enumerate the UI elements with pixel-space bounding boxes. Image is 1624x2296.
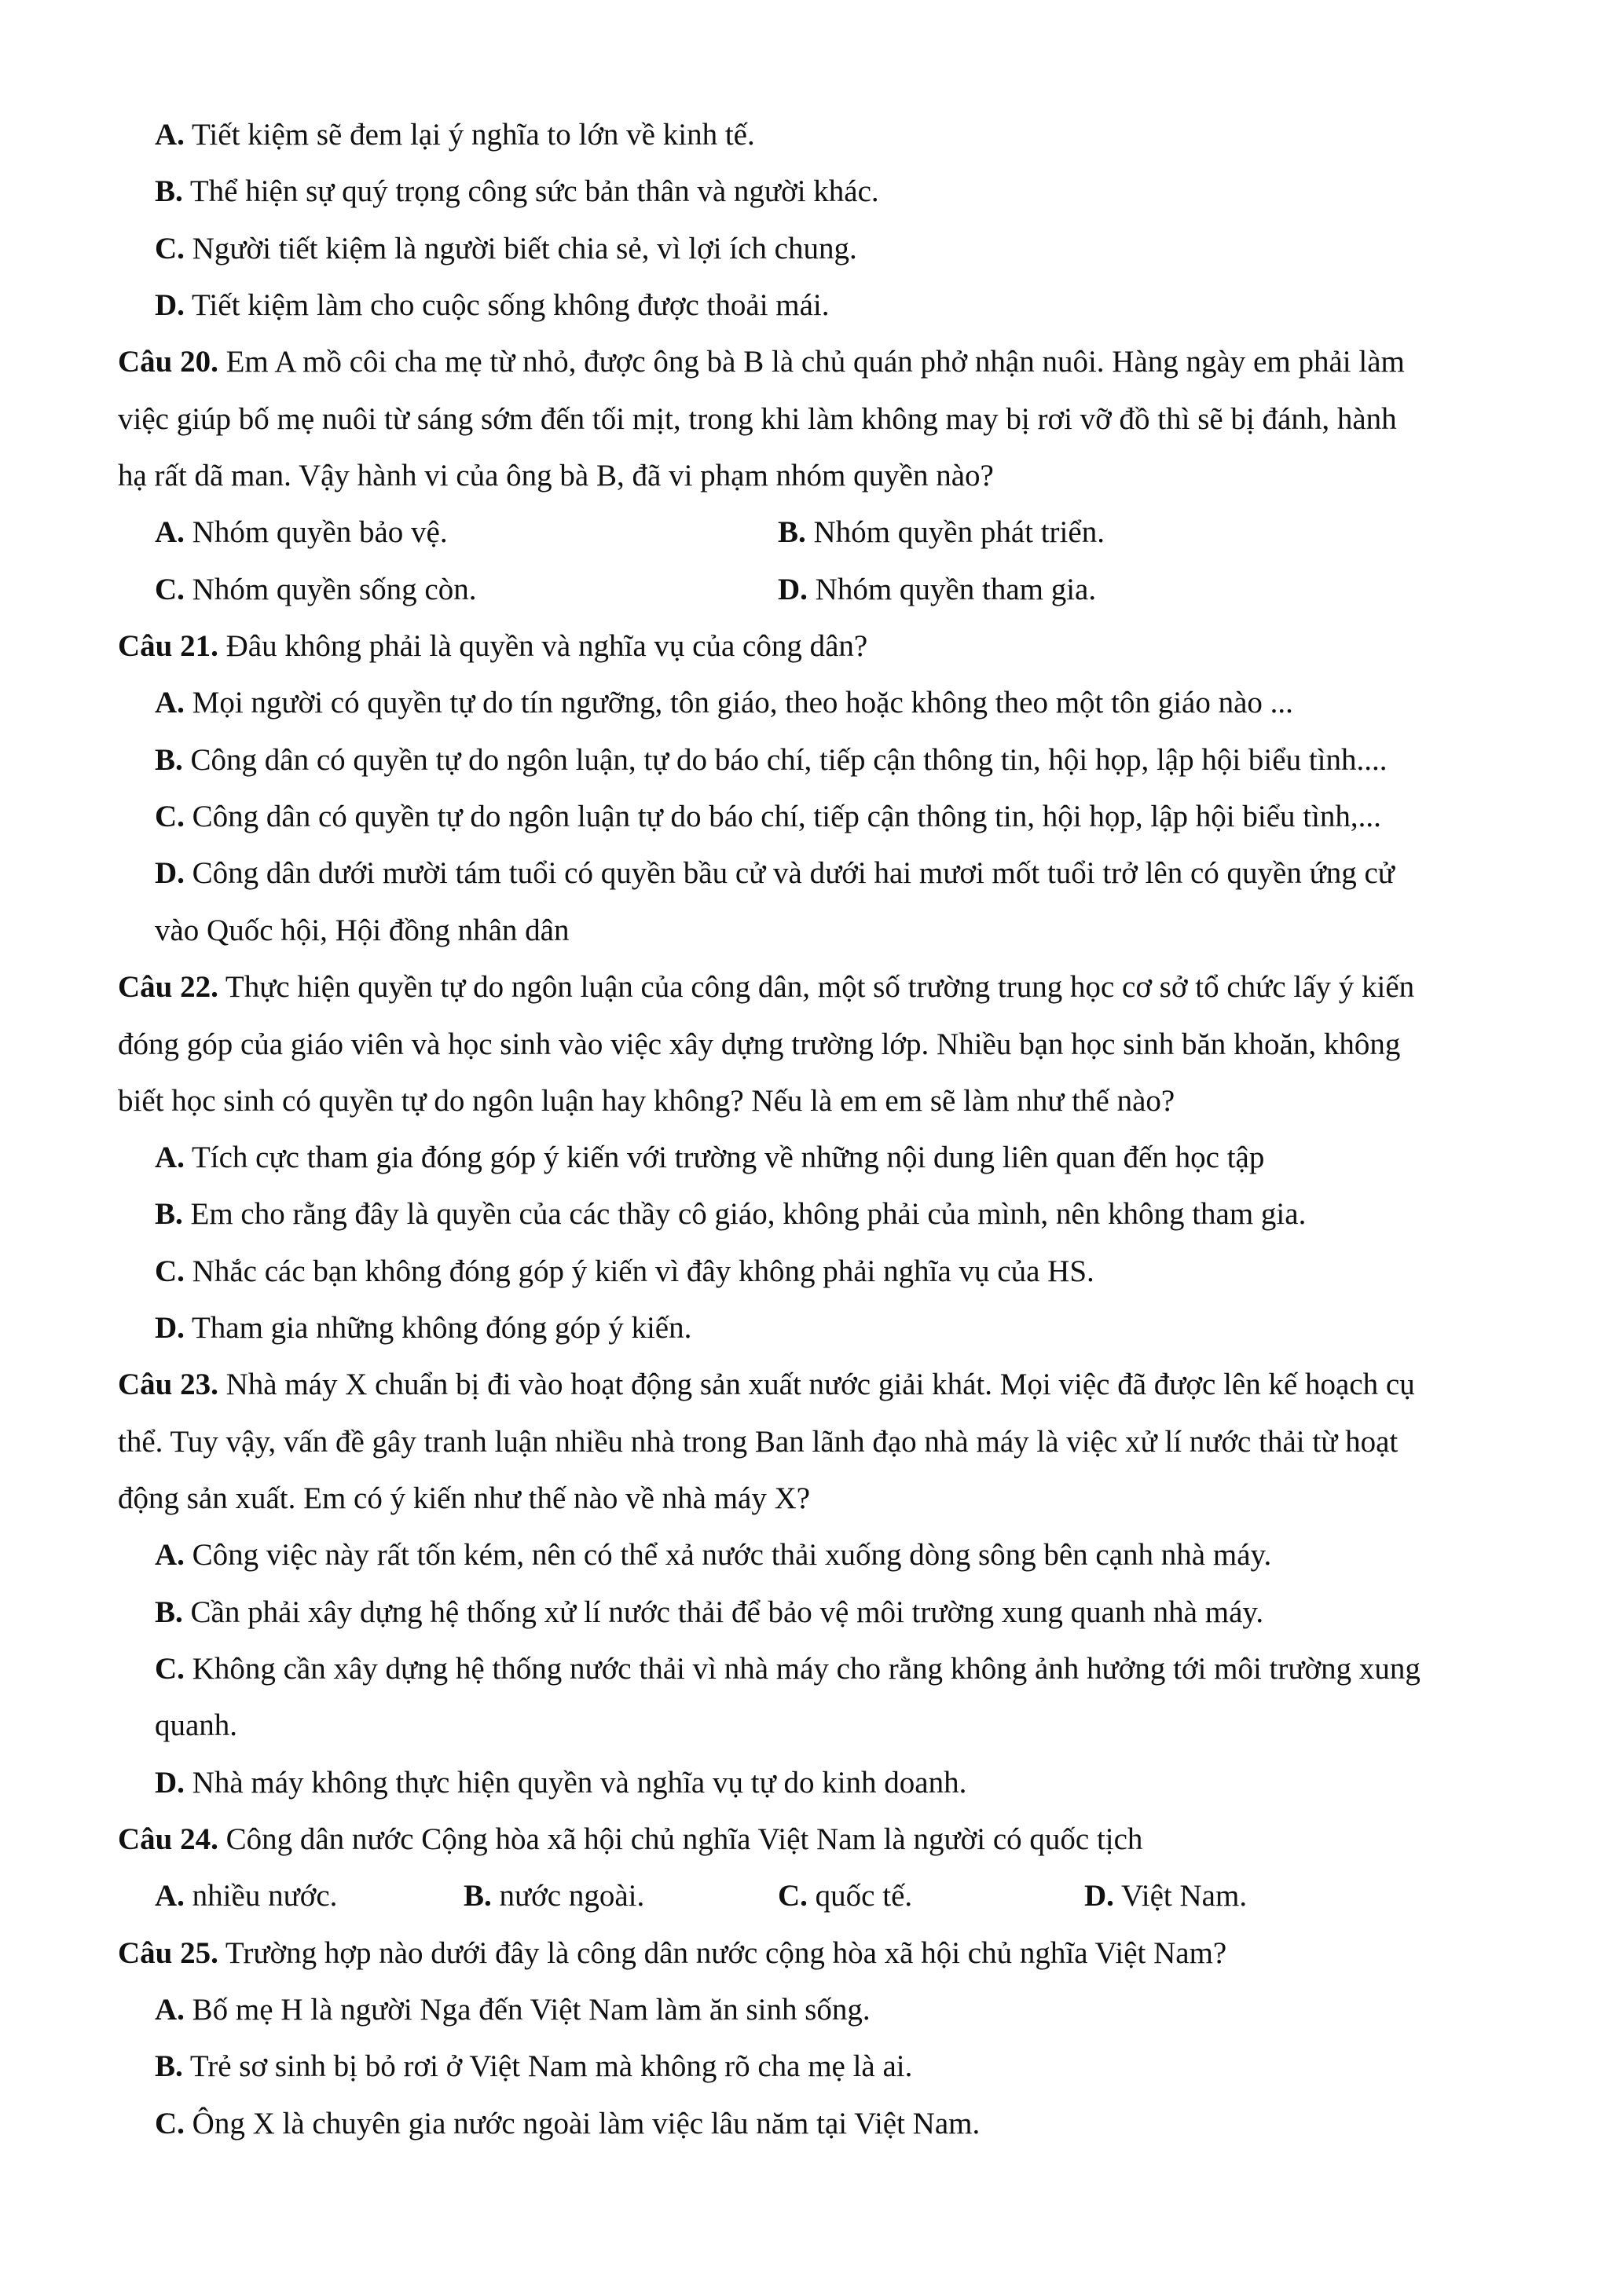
option-label: D. [1084, 1879, 1114, 1913]
question-label: Câu 21. [118, 629, 218, 663]
option-text: Trẻ sơ sinh bị bỏ rơi ở Việt Nam mà không rõ cha mẹ là ai. [189, 2049, 913, 2083]
option-text: Bố mẹ H là người Nga đến Việt Nam làm ăn sinh sống. [192, 1993, 871, 2027]
option-text: Nhà máy không thực hiện quyền và nghĩa vụ tự do kinh doanh. [192, 1766, 967, 1800]
question-text: Trường hợp nào dưới đây là công dân nước cộng hòa xã hội chủ nghĩa Việt Nam? [225, 1936, 1227, 1970]
question-label: Câu 22. [118, 970, 218, 1004]
q20-option-c [155, 571, 476, 609]
option-text: Tham gia những không đóng góp ý kiến. [191, 1311, 692, 1345]
q23-option-b [155, 1594, 1263, 1631]
q22-option-c [155, 1253, 1094, 1291]
option-text: Tiết kiệm làm cho cuộc sống không được thoải mái. [191, 288, 830, 322]
option-text: Em cho rằng đây là quyền của các thầy cô giáo, không phải của mình, nên không tham gia. [190, 1197, 1307, 1231]
q25-option-a [155, 1991, 871, 2029]
q23-stem-line-1 [118, 1366, 1415, 1404]
option-label: D. [155, 856, 185, 890]
option-text: Nhắc các bạn không đóng góp ý kiến vì đây không phải nghĩa vụ của HS. [192, 1254, 1094, 1288]
q22-stem-line-1 [118, 969, 1414, 1006]
option-label: B. [464, 1879, 492, 1913]
option-text: Công dân dưới mười tám tuổi có quyền bầu cử và dưới hai mươi mốt tuổi trở lên có quyền ứng cử [192, 856, 1395, 890]
q19-option-d [155, 287, 830, 324]
option-text: Nhóm quyền tham gia. [815, 573, 1097, 606]
option-text: Thể hiện sự quý trọng công sức bản thân và người khác. [189, 174, 879, 208]
option-label: C. [155, 800, 185, 833]
option-label: B. [155, 2049, 183, 2083]
q21-option-a [155, 684, 1293, 722]
option-text: Nhóm quyền phát triển. [813, 515, 1105, 549]
question-text: Thực hiện quyền tự do ngôn luận của công dân, một số trường trung học cơ sở tổ chức lấy ý kiến [225, 970, 1415, 1004]
q21-option-c [155, 798, 1381, 836]
q22-option-a [155, 1139, 1264, 1177]
q23-stem-line-3: động sản xuất. Em có ý kiến như thế nào về nhà máy X? [118, 1481, 811, 1515]
option-label: B. [155, 1197, 183, 1231]
option-text: Người tiết kiệm là người biết chia sẻ, vì lợi ích chung. [192, 232, 857, 265]
option-text: Cần phải xây dựng hệ thống xử lí nước thải để bảo vệ môi trường xung quanh nhà máy. [190, 1595, 1264, 1629]
option-label: A. [155, 686, 185, 720]
q22-option-d [155, 1309, 691, 1347]
option-label: C. [778, 1879, 808, 1913]
option-text: Công dân có quyền tự do ngôn luận, tự do báo chí, tiếp cận thông tin, hội họp, lập hội biểu tình.... [190, 743, 1388, 777]
q24-option-b [464, 1877, 644, 1915]
q19-option-b [155, 173, 879, 211]
q21-option-d-continuation: vào Quốc hội, Hội đồng nhân dân [155, 914, 570, 947]
option-text: Công dân có quyền tự do ngôn luận tự do báo chí, tiếp cận thông tin, hội họp, lập hội biểu tình,... [192, 800, 1381, 833]
option-label: B. [155, 174, 183, 208]
q20-stem-line-3: hạ rất dã man. Vậy hành vi của ông bà B, đã vi phạm nhóm quyền nào? [118, 459, 994, 493]
q22-stem-line-3: biết học sinh có quyền tự do ngôn luận hay không? Nếu là em em sẽ làm như thế nào? [118, 1084, 1175, 1118]
option-label: A. [155, 118, 185, 152]
option-text: Nhóm quyền sống còn. [192, 573, 477, 606]
option-label: A. [155, 1879, 185, 1913]
option-label: C. [155, 1652, 185, 1686]
option-text: Tích cực tham gia đóng góp ý kiến với trường về những nội dung liên quan đến học tập [191, 1141, 1265, 1174]
option-text: Việt Nam. [1120, 1879, 1248, 1913]
q24-option-a [155, 1877, 337, 1915]
question-text: Công dân nước Cộng hòa xã hội chủ nghĩa Việt Nam là người có quốc tịch [225, 1822, 1143, 1856]
option-text: nước ngoài. [499, 1879, 645, 1913]
option-label: A. [155, 1141, 185, 1174]
option-label: D. [155, 1766, 185, 1800]
option-text: Tiết kiệm sẽ đem lại ý nghĩa to lớn về kinh tế. [191, 118, 755, 152]
option-label: A. [155, 1538, 185, 1572]
q24-stem [118, 1821, 1142, 1858]
option-label: C. [155, 573, 185, 606]
option-label: B. [155, 1595, 183, 1629]
option-text: Ông X là chuyên gia nước ngoài làm việc lâu năm tại Việt Nam. [192, 2107, 981, 2140]
option-label: A. [155, 515, 185, 549]
option-text: Nhóm quyền bảo vệ. [192, 515, 448, 549]
question-label: Câu 24. [118, 1822, 218, 1856]
option-text: nhiều nước. [192, 1879, 338, 1913]
question-text: Đâu không phải là quyền và nghĩa vụ của công dân? [225, 629, 868, 663]
option-label: C. [155, 232, 185, 265]
q25-stem [118, 1935, 1226, 1972]
option-text: Mọi người có quyền tự do tín ngưỡng, tôn giáo, theo hoặc không theo một tôn giáo nào ... [192, 686, 1293, 720]
q19-option-a [155, 116, 755, 154]
option-label: B. [778, 515, 806, 549]
q22-stem-line-2: đóng góp của giáo viên và học sinh vào việc xây dựng trường lớp. Nhiều bạn học sinh băn khoăn, không [118, 1027, 1401, 1061]
q19-option-c [155, 230, 857, 268]
q23-option-c-continuation: quanh. [155, 1708, 238, 1742]
q23-stem-line-2: thể. Tuy vậy, vấn đề gây tranh luận nhiều nhà trong Ban lãnh đạo nhà máy là việc xử lí nước thải từ hoạt [118, 1425, 1399, 1459]
q22-option-b [155, 1196, 1306, 1233]
question-text: Nhà máy X chuẩn bị đi vào hoạt động sản xuất nước giải khát. Mọi việc đã được lên kế hoạch cụ [225, 1368, 1415, 1401]
option-label: A. [155, 1993, 185, 2027]
q23-option-d [155, 1764, 966, 1802]
q25-option-c [155, 2105, 980, 2143]
q25-option-b [155, 2048, 912, 2085]
q21-option-b [155, 742, 1388, 779]
q23-option-a [155, 1536, 1271, 1574]
option-text: Công việc này rất tốn kém, nên có thể xả nước thải xuống dòng sông bên cạnh nhà máy. [192, 1538, 1272, 1572]
q24-option-d [1084, 1877, 1247, 1915]
q21-stem [118, 628, 867, 665]
option-label: D. [155, 1311, 185, 1345]
q20-option-d [778, 571, 1096, 609]
option-text: quốc tế. [815, 1879, 913, 1913]
option-label: D. [155, 288, 185, 322]
option-label: B. [155, 743, 183, 777]
q20-stem-line-2: việc giúp bố mẹ nuôi từ sáng sớm đến tối mịt, trong khi làm không may bị rơi vỡ đồ thì sẽ bị đánh, hành [118, 402, 1397, 436]
question-label: Câu 23. [118, 1368, 218, 1401]
option-text: Không cần xây dựng hệ thống nước thải vì nhà máy cho rằng không ảnh hưởng tới môi trường xung [192, 1652, 1421, 1686]
q24-option-c [778, 1877, 912, 1915]
q20-option-a [155, 514, 448, 551]
option-label: D. [778, 573, 808, 606]
question-label: Câu 25. [118, 1936, 218, 1970]
question-text: Em A mồ côi cha mẹ từ nhỏ, được ông bà B là chủ quán phở nhận nuôi. Hàng ngày em phải làm [225, 345, 1405, 379]
q23-option-c [155, 1650, 1421, 1688]
q21-option-d [155, 855, 1395, 892]
question-label: Câu 20. [118, 345, 218, 379]
option-label: C. [155, 2107, 185, 2140]
q20-option-b [778, 514, 1105, 551]
option-label: C. [155, 1254, 185, 1288]
q20-stem-line-1 [118, 343, 1405, 381]
